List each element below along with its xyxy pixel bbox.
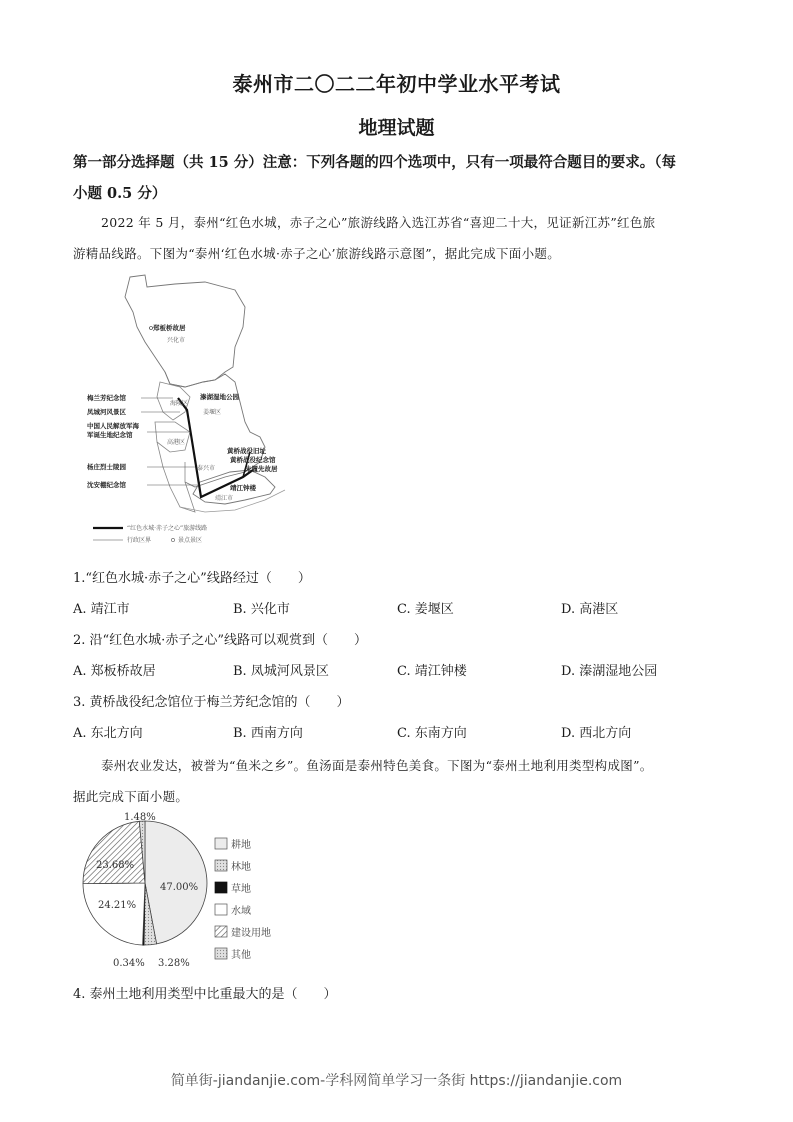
- footer-watermark: 简单街-jiandanjie.com-学科网简单学习一条街 https://jiandanjie.com: [170, 1073, 623, 1089]
- label-pla-navy-1: 中国人民解放军海: [87, 422, 139, 430]
- label-xinghua: 兴化市: [167, 337, 186, 344]
- legend-swatch-other: [215, 948, 227, 959]
- section-instructions: [73, 147, 733, 209]
- legend-swatch-water: [215, 904, 227, 915]
- question-2-stem: 2. 沿“红色水城·赤子之心”线路可以观赏到（ ）: [73, 633, 367, 648]
- land-use-pie-chart: [78, 808, 308, 973]
- label-pla-navy-2: 军诞生地纪念馆: [87, 431, 133, 439]
- legend-forest: 林地: [231, 862, 251, 873]
- legend-construction: 建设用地: [231, 928, 271, 939]
- label-jiangyan: 姜堰区: [203, 409, 222, 416]
- label-fengchenghe: 凤城河风景区: [87, 408, 126, 416]
- q1-option-b[interactable]: B. 兴化市: [233, 602, 290, 617]
- pie-label-water: 24.21%: [98, 900, 137, 911]
- pie-legend: [215, 838, 271, 961]
- legend-other: 其他: [231, 950, 251, 961]
- pie-label-forest: 3.28%: [158, 958, 190, 969]
- route-map: [85, 272, 325, 552]
- pie-label-grassland: 0.34%: [113, 958, 145, 969]
- intro1-line-2: 游精品线路。下图为“泰州‘红色水城·赤子之心’旅游线路示意图”，据此完成下面小题。: [73, 246, 561, 261]
- q2-option-d[interactable]: D. 溱湖湿地公园: [561, 664, 658, 679]
- question-3-stem: 3. 黄桥战役纪念馆位于梅兰芳纪念馆的（ ）: [73, 695, 350, 710]
- label-qinhu: 溱湖湿地公园: [200, 393, 239, 401]
- q3-option-c[interactable]: C. 东南方向: [397, 726, 467, 741]
- intro-paragraph-2: [73, 750, 733, 812]
- q1-option-d[interactable]: D. 高港区: [561, 602, 619, 617]
- q3-option-d[interactable]: D. 西北方向: [561, 726, 632, 741]
- exam-subtitle: 地理试题: [358, 117, 435, 139]
- intro2-line-1: 泰州农业发达，被誉为“鱼米之乡”。鱼汤面是泰州特色美食。下图为“泰州土地利用类型构成图”。: [101, 758, 653, 773]
- q3-option-a[interactable]: A. 东北方向: [73, 726, 143, 741]
- legend-boundary-label: 行政区界: [127, 537, 152, 544]
- legend-swatch-grassland: [215, 882, 227, 893]
- label-hailing: 海陵区: [170, 400, 189, 407]
- pie-label-farmland: 47.00%: [160, 882, 199, 893]
- label-shen-anxiang: 沈安棚纪念馆: [87, 481, 126, 489]
- intro-paragraph-1: [73, 207, 733, 269]
- q1-option-a[interactable]: A. 靖江市: [73, 602, 130, 617]
- legend-water: 水域: [231, 906, 251, 917]
- legend-swatch-farmland: [215, 838, 227, 849]
- label-jingjiang-clock: 靖江钟楼: [230, 484, 256, 492]
- question-1-stem: 1.“红色水城·赤子之心”线路经过（ ）: [73, 571, 311, 586]
- label-zhengbanqiao: 郑板桥故居: [153, 324, 186, 332]
- legend-scenic-label: 景点景区: [178, 537, 203, 544]
- label-huangqiao-museum: 黄桥战役纪念馆: [230, 456, 276, 464]
- q3-option-b[interactable]: B. 西南方向: [233, 726, 303, 741]
- label-yangzhuang: 杨庄烈士陵园: [87, 463, 126, 471]
- pie-label-construction: 23.68%: [96, 860, 135, 871]
- intro2-line-2: 据此完成下面小题。: [73, 789, 189, 804]
- q2-option-b[interactable]: B. 凤城河风景区: [233, 664, 329, 679]
- label-huangqiao-site: 黄桥战役旧址: [227, 447, 266, 455]
- legend-scenic-dot: [171, 538, 174, 541]
- label-zhulvxian: 朱履先故居: [245, 465, 278, 473]
- gaogang-boundary: [155, 422, 190, 452]
- pie-label-other: 1.48%: [124, 812, 156, 823]
- intro1-line-1: 2022 年 5 月，泰州“红色水城，赤子之心”旅游线路入选江苏省“喜迎二十大，见证新江苏”红色旅: [101, 215, 656, 230]
- legend-route-label: “红色水城·赤子之心”旅游线路: [127, 525, 208, 532]
- section-line-2: 小题 0.5 分）: [73, 185, 167, 202]
- q2-option-a[interactable]: A. 郑板桥故居: [73, 664, 156, 679]
- label-meilanfang: 梅兰芳纪念馆: [87, 394, 126, 402]
- label-gaogang: 高港区: [167, 439, 186, 446]
- label-taixing: 泰兴市: [197, 465, 216, 472]
- slice-water: [83, 883, 145, 945]
- exam-title: 泰州市二〇二二年初中学业水平考试: [232, 72, 561, 96]
- label-jingjiang: 靖江市: [215, 495, 234, 502]
- question-4-stem: 4. 泰州土地利用类型中比重最大的是（ ）: [73, 987, 337, 1002]
- legend-swatch-construction: [215, 926, 227, 937]
- taixing-boundary: [157, 442, 195, 512]
- q2-option-c[interactable]: C. 靖江钟楼: [397, 664, 467, 679]
- q1-option-c[interactable]: C. 姜堰区: [397, 602, 454, 617]
- legend-swatch-forest: [215, 860, 227, 871]
- section-line-1: 第一部分选择题（共 15 分）注意：下列各题的四个选项中，只有一项最符合题目的要求。（每: [73, 154, 677, 171]
- legend-grassland: 草地: [231, 884, 251, 895]
- slice-construction: [83, 821, 145, 883]
- legend-farmland: 耕地: [231, 840, 251, 851]
